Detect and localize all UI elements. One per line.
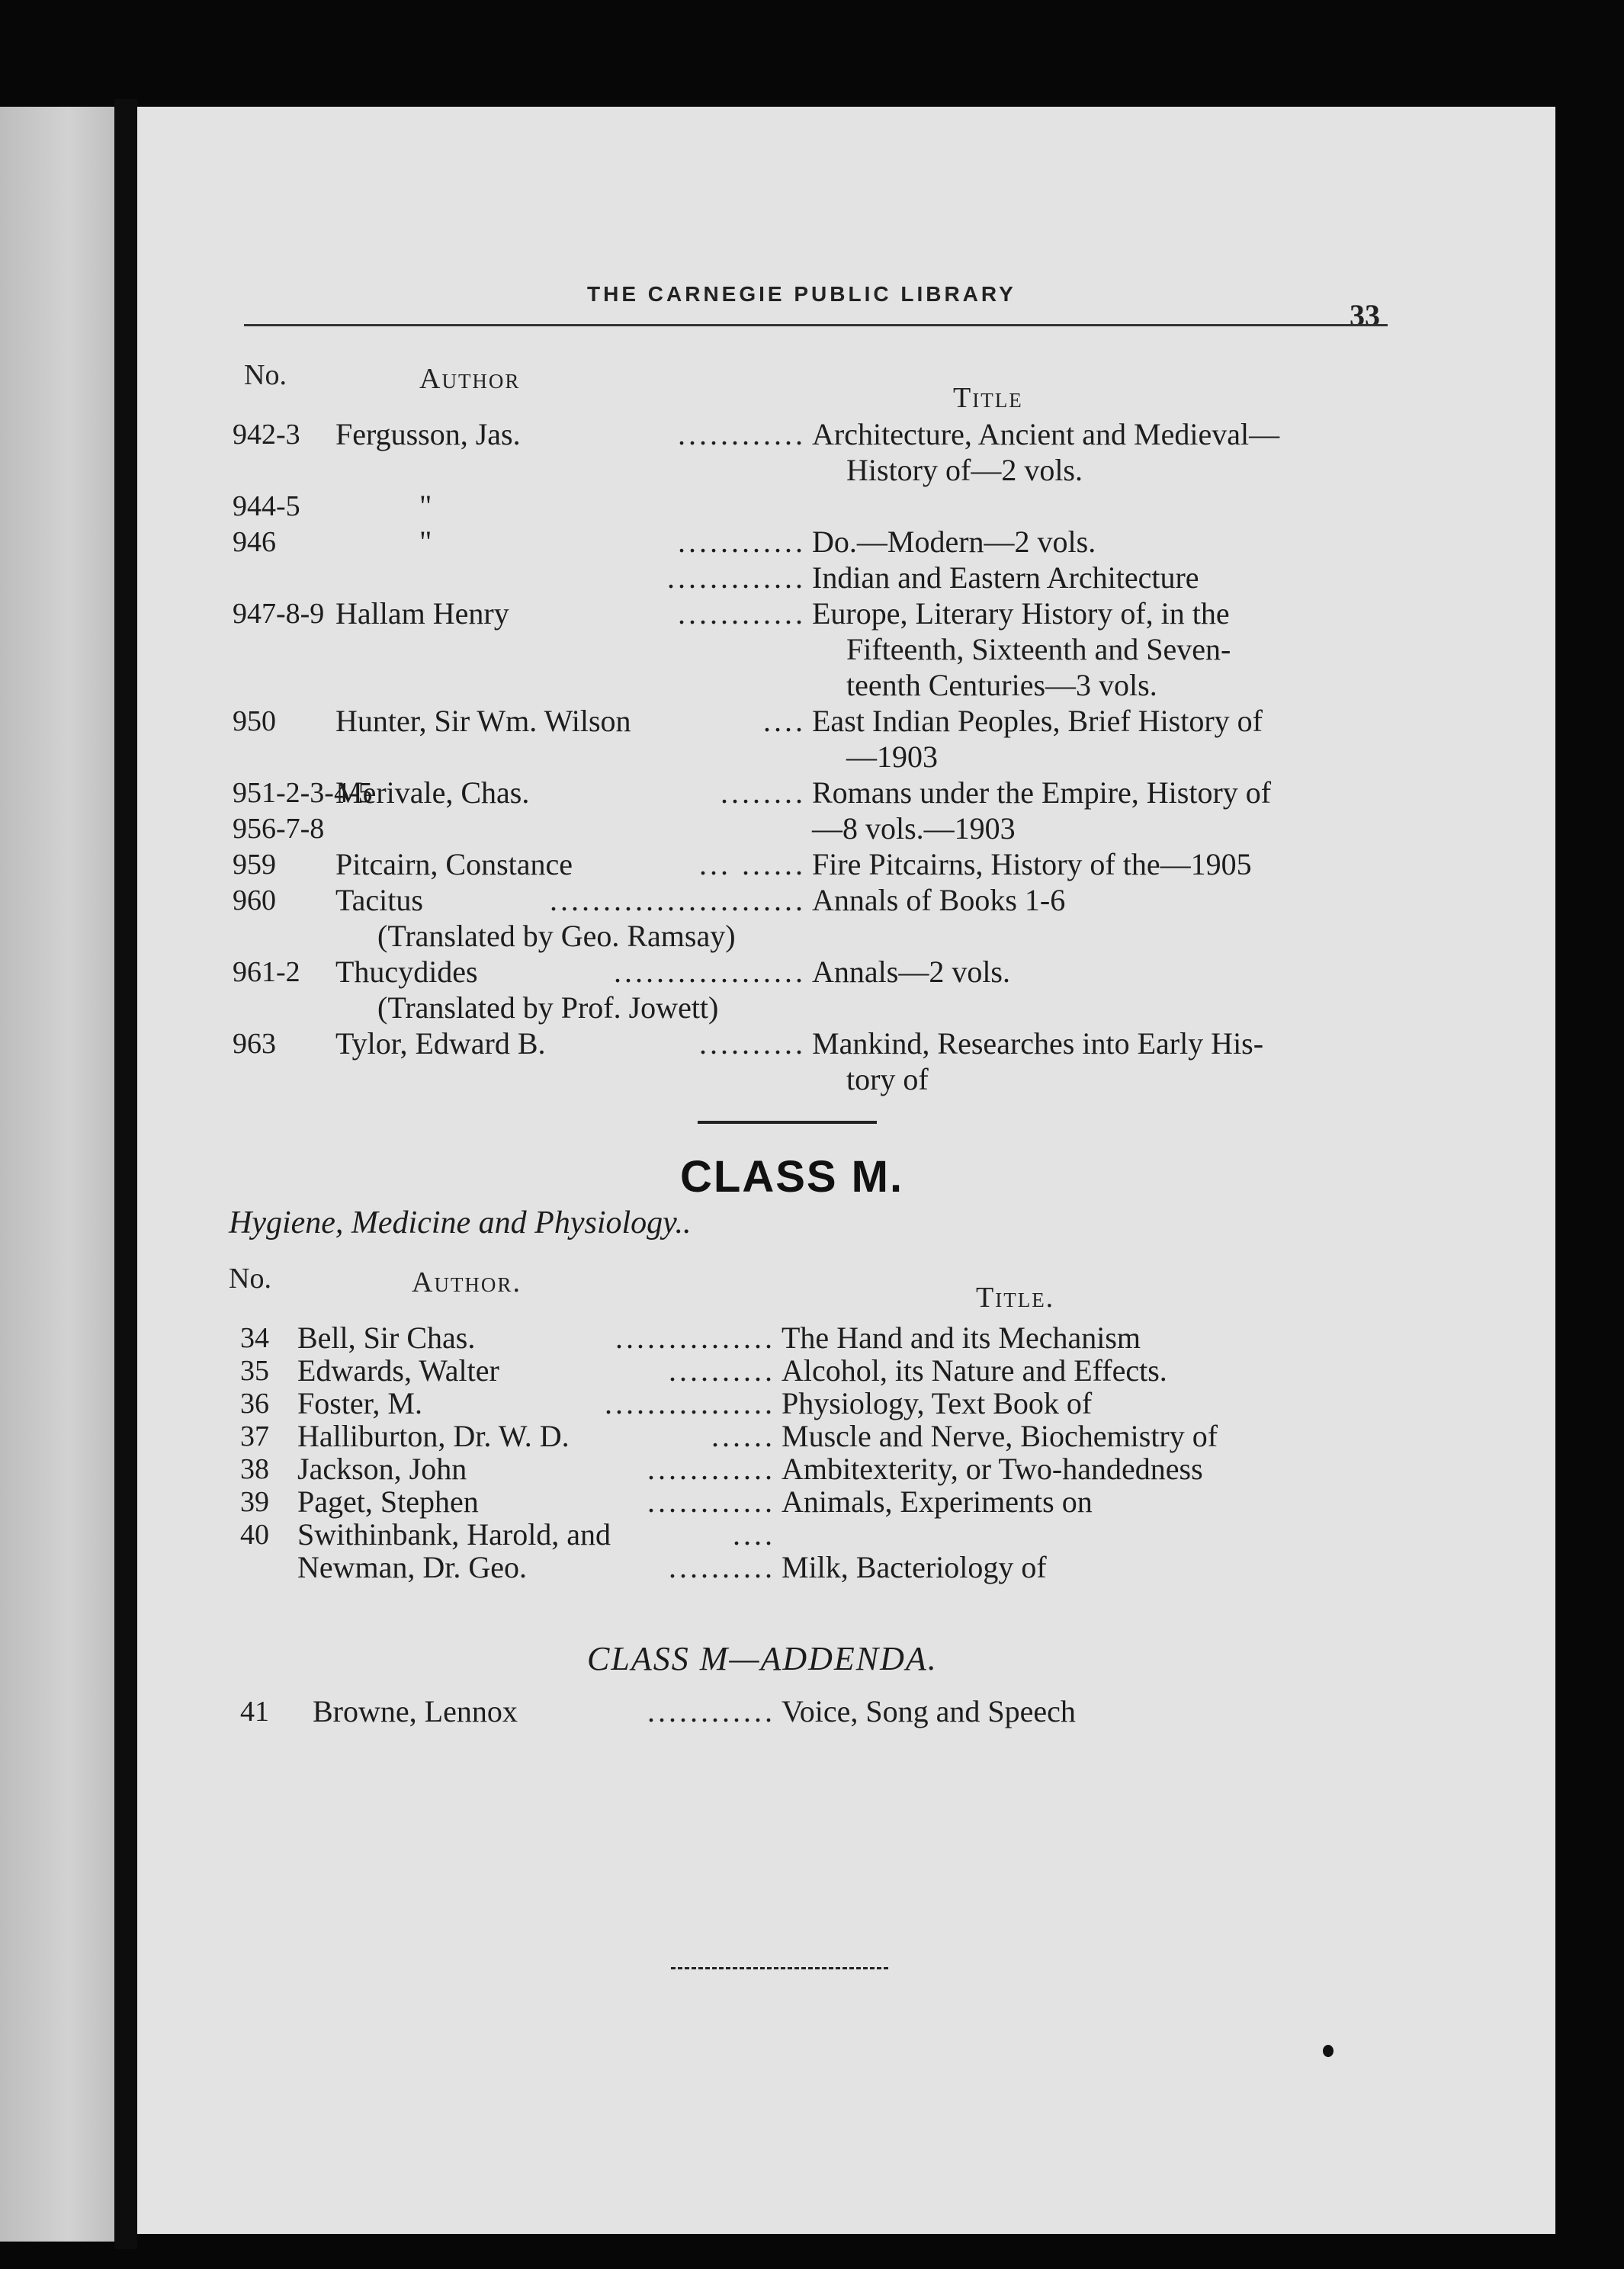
entry-author: Pitcairn, Constance bbox=[335, 847, 573, 881]
entry-number: 951-2-3-4-5 bbox=[233, 777, 373, 809]
entry-author: Jackson, John bbox=[297, 1452, 467, 1486]
entry-title: Annals—2 vols. bbox=[812, 955, 1010, 989]
entry-author: (Translated by Geo. Ramsay) bbox=[377, 919, 736, 953]
entry-title: Architecture, Ancient and Medieval— bbox=[812, 417, 1280, 451]
entry-leader-dots: ................ bbox=[605, 1386, 775, 1420]
entry-number: 37 bbox=[240, 1420, 269, 1452]
entry-title: Indian and Eastern Architecture bbox=[812, 560, 1199, 595]
entry-number: 40 bbox=[240, 1519, 269, 1551]
entry-number: 34 bbox=[240, 1322, 269, 1354]
entry-title: Fifteenth, Sixteenth and Seven- bbox=[846, 632, 1231, 666]
class-m-column-author-heading: Author. bbox=[412, 1266, 522, 1298]
entry-author: Paget, Stephen bbox=[297, 1484, 479, 1519]
entry-author: " bbox=[419, 525, 432, 559]
entry-author: Edwards, Walter bbox=[297, 1353, 499, 1388]
ink-speck bbox=[1323, 2045, 1334, 2057]
entry-leader-dots: ...... bbox=[711, 1419, 775, 1453]
entry-title: Milk, Bacteriology of bbox=[782, 1550, 1047, 1584]
entry-title: Animals, Experiments on bbox=[782, 1484, 1093, 1519]
class-subject: Hygiene, Medicine and Physiology.. bbox=[229, 1205, 692, 1240]
entry-leader-dots: ............ bbox=[647, 1484, 775, 1519]
entry-title: Fire Pitcairns, History of the—1905 bbox=[812, 847, 1252, 881]
entry-leader-dots: ............... bbox=[615, 1321, 775, 1355]
book-binding bbox=[114, 99, 137, 2249]
entry-title: Physiology, Text Book of bbox=[782, 1386, 1093, 1420]
entry-leader-dots: .................. bbox=[614, 955, 806, 989]
entry-leader-dots: .......... bbox=[669, 1353, 775, 1388]
entry-title: Ambitexterity, or Two-handedness bbox=[782, 1452, 1203, 1486]
entry-title: East Indian Peoples, Brief History of bbox=[812, 704, 1263, 738]
entry-number: 41 bbox=[240, 1696, 269, 1728]
column-no-heading: No. bbox=[244, 359, 287, 391]
entry-title: History of—2 vols. bbox=[846, 453, 1083, 487]
entry-author: (Translated by Prof. Jowett) bbox=[377, 990, 719, 1025]
entry-author: Fergusson, Jas. bbox=[335, 417, 521, 451]
entry-leader-dots: ............ bbox=[647, 1694, 775, 1728]
entry-number: 36 bbox=[240, 1388, 269, 1420]
entry-title: tory of bbox=[846, 1062, 929, 1096]
entry-number: 947-8-9 bbox=[233, 598, 325, 630]
class-heading: CLASS M. bbox=[680, 1152, 904, 1202]
entry-author: Thucydides bbox=[335, 955, 478, 989]
facing-page-edge bbox=[0, 107, 114, 2242]
addenda-heading: CLASS M—ADDENDA. bbox=[587, 1640, 938, 1677]
entry-leader-dots: .......... bbox=[699, 1026, 806, 1061]
entry-author: Hunter, Sir Wm. Wilson bbox=[335, 704, 631, 738]
entry-leader-dots: .... bbox=[733, 1517, 775, 1552]
entry-number: 963 bbox=[233, 1028, 276, 1060]
entry-title: —1903 bbox=[846, 740, 938, 774]
entry-number: 956-7-8 bbox=[233, 813, 325, 845]
entry-title: Annals of Books 1-6 bbox=[812, 883, 1066, 917]
entry-title: Do.—Modern—2 vols. bbox=[812, 525, 1096, 559]
entry-number: 959 bbox=[233, 849, 276, 881]
entry-number: 950 bbox=[233, 705, 276, 737]
entry-leader-dots: ............ bbox=[678, 525, 806, 559]
entry-number: 961-2 bbox=[233, 956, 300, 988]
header-rule bbox=[244, 324, 1388, 326]
class-m-column-no-heading: No. bbox=[229, 1263, 271, 1295]
entry-leader-dots: .... bbox=[763, 704, 806, 738]
entry-leader-dots: ........................ bbox=[550, 883, 806, 917]
entry-author: Swithinbank, Harold, and bbox=[297, 1517, 611, 1552]
running-header: THE CARNEGIE PUBLIC LIBRARY bbox=[587, 282, 1016, 306]
entry-title: Voice, Song and Speech bbox=[782, 1694, 1076, 1728]
entry-leader-dots: ............ bbox=[647, 1452, 775, 1486]
entry-leader-dots: ............. bbox=[667, 560, 806, 595]
entry-title: The Hand and its Mechanism bbox=[782, 1321, 1141, 1355]
entry-author: Foster, M. bbox=[297, 1386, 422, 1420]
entry-leader-dots: ............ bbox=[678, 417, 806, 451]
entry-number: 39 bbox=[240, 1486, 269, 1518]
entry-title: Muscle and Nerve, Biochemistry of bbox=[782, 1419, 1218, 1453]
entry-title: —8 vols.—1903 bbox=[812, 811, 1016, 846]
entry-number: 942-3 bbox=[233, 419, 300, 451]
entry-number: 944-5 bbox=[233, 490, 300, 522]
entry-leader-dots: ........ bbox=[721, 775, 806, 810]
entry-author: Hallam Henry bbox=[335, 596, 509, 631]
entry-leader-dots: ............ bbox=[678, 596, 806, 631]
catalog-page bbox=[137, 107, 1555, 2234]
entry-number: 960 bbox=[233, 884, 276, 916]
page-number: 33 bbox=[1350, 298, 1380, 332]
end-rule bbox=[671, 1967, 888, 1969]
entry-title: teenth Centuries—3 vols. bbox=[846, 668, 1157, 702]
entry-author: Browne, Lennox bbox=[313, 1694, 518, 1728]
section-divider bbox=[698, 1121, 877, 1124]
column-title-heading: Title bbox=[953, 382, 1023, 414]
entry-title: Romans under the Empire, History of bbox=[812, 775, 1272, 810]
entry-author: Halliburton, Dr. W. D. bbox=[297, 1419, 570, 1453]
entry-title: Europe, Literary History of, in the bbox=[812, 596, 1230, 631]
entry-author: Tacitus bbox=[335, 883, 423, 917]
entry-leader-dots: .......... bbox=[669, 1550, 775, 1584]
entry-author: Tylor, Edward B. bbox=[335, 1026, 546, 1061]
entry-number: 35 bbox=[240, 1355, 269, 1387]
entry-author: " bbox=[419, 489, 432, 523]
entry-author: Newman, Dr. Geo. bbox=[297, 1550, 528, 1584]
entry-author: Bell, Sir Chas. bbox=[297, 1321, 476, 1355]
entry-title: Alcohol, its Nature and Effects. bbox=[782, 1353, 1167, 1388]
entry-number: 38 bbox=[240, 1453, 269, 1485]
entry-title: Mankind, Researches into Early His- bbox=[812, 1026, 1264, 1061]
entry-leader-dots: ... ...... bbox=[699, 847, 806, 881]
class-m-column-title-heading: Title. bbox=[976, 1282, 1055, 1314]
entry-number: 946 bbox=[233, 526, 276, 558]
column-author-heading: Author bbox=[419, 363, 521, 395]
entry-author: Merivale, Chas. bbox=[335, 775, 530, 810]
